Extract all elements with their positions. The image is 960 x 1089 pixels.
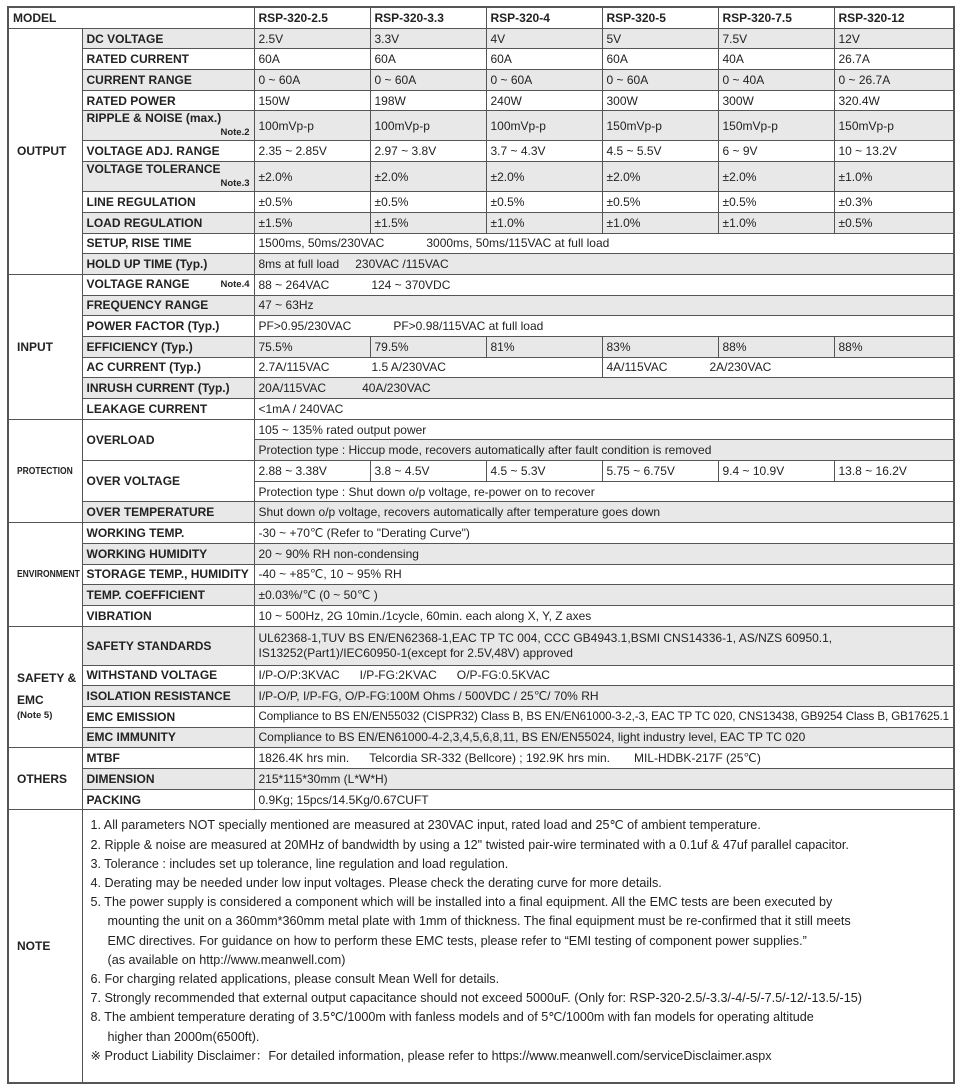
row-label: HOLD UP TIME (Typ.)	[82, 254, 254, 275]
spec-row-line-regulation	[8, 192, 954, 213]
cell-value: 83%	[602, 336, 718, 357]
cell-value: 2.97 ~ 3.8V	[370, 141, 486, 162]
cell-value: 47 ~ 63Hz	[254, 295, 954, 316]
cell-value	[254, 274, 954, 295]
row-label: AC CURRENT (Typ.)	[82, 357, 254, 378]
group-label-environment	[8, 523, 82, 626]
cell-value: 12V	[834, 28, 954, 49]
spec-row-dimension	[8, 769, 954, 790]
notes-list	[82, 810, 954, 1084]
note-item: 7. Strongly recommended that external output capacitance should not exceed 5000uF. (Only for: RSP-320-2.5/-3.3/-4/-5/-7.5/-12/-13.5/-15)	[90, 991, 862, 1006]
cell-value: 4V	[486, 28, 602, 49]
cell-value: 0 ~ 60A	[254, 70, 370, 91]
cell-value: 5.75 ~ 6.75V	[602, 461, 718, 482]
group-label-text: SAFETY &	[17, 670, 77, 685]
spec-row-working-temp	[8, 523, 954, 544]
row-label: OVER VOLTAGE	[82, 461, 254, 502]
spec-row-setup-rise-time	[8, 233, 954, 254]
row-label: CURRENT RANGE	[82, 70, 254, 91]
cell-value: ±2.0%	[254, 162, 370, 192]
spec-row-withstand-voltage	[8, 665, 954, 686]
cell-value: 9.4 ~ 10.9V	[718, 461, 834, 482]
group-label-text: PROTECTION	[17, 465, 73, 477]
row-label: SETUP, RISE TIME	[82, 233, 254, 254]
spec-row-working-humidity	[8, 543, 954, 564]
row-label: DIMENSION	[82, 769, 254, 790]
group-label-text: EMC	[17, 692, 44, 707]
row-label: EMC EMISSION	[82, 706, 254, 727]
cell-value: 10 ~ 13.2V	[834, 141, 954, 162]
row-label: LEAKAGE CURRENT	[82, 399, 254, 420]
spec-row-leakage-current	[8, 399, 954, 420]
cell-value: 150mVp-p	[834, 111, 954, 141]
cell-value: ±0.5%	[370, 192, 486, 213]
group-label-others: OTHERS	[8, 748, 82, 810]
cell-value: ±2.0%	[486, 162, 602, 192]
note-item-continuation: mounting the unit on a 360mm*360mm metal plate with 1mm of thickness. The final equipment must be re-confirmed that it still meets	[107, 914, 851, 929]
note-reference: Note.4	[220, 279, 250, 291]
spec-row-over-voltage	[8, 461, 954, 482]
cell-value: ±0.5%	[254, 192, 370, 213]
cell-value: Compliance to BS EN/EN61000-4-2,3,4,5,6,8,11, BS EN/EN55024, light industry level, EAC TP TC 020	[254, 727, 954, 748]
spec-row-isolation-resistance	[8, 686, 954, 707]
cell-value: 0 ~ 40A	[718, 70, 834, 91]
cell-value: ±0.03%/℃ (0 ~ 50℃ )	[254, 585, 954, 606]
spec-row-current-range	[8, 70, 954, 91]
row-label: RATED CURRENT	[82, 49, 254, 70]
cell-value: ±1.0%	[602, 212, 718, 233]
cell-value	[254, 357, 602, 378]
row-label: LINE REGULATION	[82, 192, 254, 213]
row-label: EMC IMMUNITY	[82, 727, 254, 748]
cell-value: 0 ~ 60A	[602, 70, 718, 91]
cell-value	[254, 665, 954, 686]
value-part: 2.7A/115VAC	[258, 360, 330, 375]
group-label-input: INPUT	[8, 274, 82, 419]
cell-value: 215*115*30mm (L*W*H)	[254, 769, 954, 790]
model-header-row	[8, 7, 954, 28]
row-label: WORKING TEMP.	[82, 523, 254, 544]
spec-sheet	[7, 6, 953, 1084]
value-line: IS13252(Part1)/IEC60950-1(except for 2.5V,48V) approved	[258, 645, 573, 660]
row-label: EFFICIENCY (Typ.)	[82, 336, 254, 357]
cell-value: 150mVp-p	[718, 111, 834, 141]
cell-value: 4.5 ~ 5.5V	[602, 141, 718, 162]
cell-value: 4.5 ~ 5.3V	[486, 461, 602, 482]
row-label: TEMP. COEFFICIENT	[82, 585, 254, 606]
spec-row-temp-coefficient	[8, 585, 954, 606]
group-label-note: NOTE	[8, 810, 82, 1084]
cell-value: 10 ~ 500Hz, 2G 10min./1cycle, 60min. each along X, Y, Z axes	[254, 605, 954, 626]
spec-row-voltage-range	[8, 274, 954, 295]
spec-row-mtbf	[8, 748, 954, 769]
row-label: DC VOLTAGE	[82, 28, 254, 49]
note-item: 6. For charging related applications, please consult Mean Well for details.	[90, 972, 500, 986]
row-label	[82, 274, 254, 295]
spec-row-storage-temp	[8, 564, 954, 585]
value-part: MIL-HDBK-217F (25℃)	[634, 751, 761, 766]
spec-row-packing	[8, 789, 954, 810]
cell-value: 60A	[602, 49, 718, 70]
spec-row-emc-immunity	[8, 727, 954, 748]
cell-value: 75.5%	[254, 336, 370, 357]
cell-value: ±2.0%	[370, 162, 486, 192]
cell-value: 88%	[834, 336, 954, 357]
spec-row-efficiency	[8, 336, 954, 357]
cell-value: Compliance to BS EN/EN55032 (CISPR32) Class B, BS EN/EN61000-3-2,-3, EAC TP TC 020, CNS13438, GB9254 Class B, GB17625.1	[254, 706, 954, 727]
row-label: OVER TEMPERATURE	[82, 502, 254, 523]
value-part: PF>0.95/230VAC	[258, 319, 352, 334]
cell-value	[254, 316, 954, 337]
note-item: 8. The ambient temperature derating of 3.5℃/1000m with fanless models and of 5℃/1000m with fan models for operating altitude	[90, 1010, 814, 1025]
cell-value: 320.4W	[834, 90, 954, 111]
cell-value	[254, 626, 954, 665]
value-part: I/P-FG:2KVAC	[359, 668, 437, 683]
cell-value: 26.7A	[834, 49, 954, 70]
cell-value: I/P-O/P, I/P-FG, O/P-FG:100M Ohms / 500VDC / 25℃/ 70% RH	[254, 686, 954, 707]
value-part: 2A/230VAC	[709, 360, 772, 375]
row-label: RATED POWER	[82, 90, 254, 111]
cell-value: 88%	[718, 336, 834, 357]
row-label	[82, 162, 254, 192]
cell-value: 60A	[486, 49, 602, 70]
cell-value: Protection type : Shut down o/p voltage, re-power on to recover	[254, 481, 954, 502]
model-name: RSP-320-7.5	[718, 7, 834, 28]
cell-value: 0.9Kg; 15pcs/14.5Kg/0.67CUFT	[254, 789, 954, 810]
cell-value: 7.5V	[718, 28, 834, 49]
cell-value: ±0.5%	[602, 192, 718, 213]
cell-value: <1mA / 240VAC	[254, 399, 954, 420]
cell-value: Shut down o/p voltage, recovers automatically after temperature goes down	[254, 502, 954, 523]
value-part: 4A/115VAC	[606, 360, 668, 375]
group-label-output: OUTPUT	[8, 28, 82, 274]
value-part: 230VAC /115VAC	[355, 257, 449, 272]
spec-row-emc-emission	[8, 706, 954, 727]
model-name: RSP-320-12	[834, 7, 954, 28]
value-part: 1.5 A/230VAC	[371, 360, 446, 375]
model-name: RSP-320-4	[486, 7, 602, 28]
cell-value: 198W	[370, 90, 486, 111]
cell-value: ±1.0%	[834, 162, 954, 192]
cell-value: 6 ~ 9V	[718, 141, 834, 162]
cell-value: -30 ~ +70℃ (Refer to "Derating Curve")	[254, 523, 954, 544]
note-item: 4. Derating may be needed under low input voltages. Please check the derating curve for more details.	[90, 875, 662, 890]
row-label-text: RIPPLE & NOISE (max.)	[86, 111, 222, 126]
cell-value: ±2.0%	[602, 162, 718, 192]
cell-value: 81%	[486, 336, 602, 357]
cell-value: 2.5V	[254, 28, 370, 49]
spec-row-voltage-adj-range	[8, 141, 954, 162]
cell-value: ±1.5%	[370, 212, 486, 233]
row-label: LOAD REGULATION	[82, 212, 254, 233]
value-part: PF>0.98/115VAC at full load	[393, 319, 544, 334]
cell-value: 2.35 ~ 2.85V	[254, 141, 370, 162]
model-name: RSP-320-5	[602, 7, 718, 28]
cell-value: ±1.0%	[718, 212, 834, 233]
spec-row-inrush-current	[8, 378, 954, 399]
row-label: VIBRATION	[82, 605, 254, 626]
cell-value: ±1.0%	[486, 212, 602, 233]
cell-value	[254, 378, 954, 399]
cell-value: 0 ~ 60A	[370, 70, 486, 91]
row-label: VOLTAGE ADJ. RANGE	[82, 141, 254, 162]
cell-value: ±2.0%	[718, 162, 834, 192]
cell-value: 0 ~ 60A	[486, 70, 602, 91]
spec-row-load-regulation	[8, 212, 954, 233]
cell-value: ±0.5%	[834, 212, 954, 233]
row-label: INRUSH CURRENT (Typ.)	[82, 378, 254, 399]
note-item-continuation: (as available on http://www.meanwell.com)	[107, 952, 346, 967]
note-reference: Note.3	[220, 178, 250, 190]
note-item-continuation: higher than 2000m(6500ft).	[107, 1029, 260, 1044]
group-label-protection	[8, 419, 82, 522]
spec-row-voltage-tolerance	[8, 162, 954, 192]
value-part: O/P-FG:0.5KVAC	[456, 668, 550, 683]
spec-row-frequency-range	[8, 295, 954, 316]
cell-value: 40A	[718, 49, 834, 70]
note-item: 2. Ripple & noise are measured at 20MHz of bandwidth by using a 12" twisted pair-wire terminated with a 0.1uf & 47uf parallel capacitor.	[90, 837, 849, 852]
spec-row-vibration	[8, 605, 954, 626]
row-label: WITHSTAND VOLTAGE	[82, 665, 254, 686]
note-item: 1. All parameters NOT specially mentioned are measured at 230VAC input, rated load and 25℃ of ambient temperature.	[90, 818, 761, 833]
cell-value: 60A	[254, 49, 370, 70]
cell-value: 60A	[370, 49, 486, 70]
cell-value: 3.3V	[370, 28, 486, 49]
row-label	[82, 111, 254, 141]
model-name: RSP-320-2.5	[254, 7, 370, 28]
cell-value: 20 ~ 90% RH non-condensing	[254, 543, 954, 564]
value-part: I/P-O/P:3KVAC	[258, 668, 340, 683]
cell-value: 2.88 ~ 3.38V	[254, 461, 370, 482]
cell-value: 150mVp-p	[602, 111, 718, 141]
row-label: FREQUENCY RANGE	[82, 295, 254, 316]
spec-row-safety-standards	[8, 626, 954, 665]
value-part: 40A/230VAC	[362, 381, 431, 396]
spec-row-dc-voltage	[8, 28, 954, 49]
model-name: RSP-320-3.3	[370, 7, 486, 28]
notes-row	[8, 810, 954, 1084]
row-label: MTBF	[82, 748, 254, 769]
spec-row-overload	[8, 419, 954, 440]
spec-row-ripple-noise	[8, 111, 954, 141]
spec-row-over-temperature	[8, 502, 954, 523]
cell-value: ±1.5%	[254, 212, 370, 233]
cell-value: 5V	[602, 28, 718, 49]
value-part: 88 ~ 264VAC	[258, 277, 330, 292]
row-label: SAFETY STANDARDS	[82, 626, 254, 665]
value-part: 20A/115VAC	[258, 381, 327, 396]
cell-value: 300W	[718, 90, 834, 111]
cell-value: 105 ~ 135% rated output power	[254, 419, 954, 440]
group-label-safety-emc	[8, 626, 82, 748]
row-label-text: VOLTAGE TOLERANCE	[86, 162, 221, 177]
value-part: 124 ~ 370VDC	[371, 277, 451, 292]
cell-value: 240W	[486, 90, 602, 111]
cell-value: 150W	[254, 90, 370, 111]
cell-value: 300W	[602, 90, 718, 111]
model-label: MODEL	[8, 7, 254, 28]
row-label: STORAGE TEMP., HUMIDITY	[82, 564, 254, 585]
value-part: 8ms at full load	[258, 257, 340, 272]
row-label: WORKING HUMIDITY	[82, 543, 254, 564]
cell-value: 100mVp-p	[370, 111, 486, 141]
spec-row-rated-current	[8, 49, 954, 70]
note-item: 3. Tolerance : includes set up tolerance, line regulation and load regulation.	[90, 856, 509, 871]
cell-value	[602, 357, 954, 378]
spec-row-hold-up-time	[8, 254, 954, 275]
row-label: OVERLOAD	[82, 419, 254, 460]
cell-value	[254, 748, 954, 769]
cell-value: Protection type : Hiccup mode, recovers automatically after fault condition is removed	[254, 440, 954, 461]
cell-value	[254, 254, 954, 275]
spec-table	[7, 6, 955, 1084]
cell-value: -40 ~ +85℃, 10 ~ 95% RH	[254, 564, 954, 585]
spec-row-power-factor	[8, 316, 954, 337]
cell-value: 0 ~ 26.7A	[834, 70, 954, 91]
row-label: POWER FACTOR (Typ.)	[82, 316, 254, 337]
disclaimer-note: ※ Product Liability Disclaimer：For detailed information, please refer to https://www.meanwell.com/serviceDisclaimer.aspx	[90, 1048, 772, 1063]
cell-value: 100mVp-p	[254, 111, 370, 141]
note-item: 5. The power supply is considered a component which will be installed into a final equipment. All the EMC tests are been executed by	[90, 895, 833, 910]
row-label: PACKING	[82, 789, 254, 810]
spec-row-ac-current	[8, 357, 954, 378]
row-label: ISOLATION RESISTANCE	[82, 686, 254, 707]
row-label-text: VOLTAGE RANGE	[86, 277, 190, 292]
spec-row-rated-power	[8, 90, 954, 111]
cell-value: ±0.5%	[718, 192, 834, 213]
cell-value	[254, 233, 954, 254]
note-item-continuation: EMC directives. For guidance on how to perform these EMC tests, please refer to “EMI testing of component power supplies.”	[107, 933, 807, 948]
cell-value: 3.7 ~ 4.3V	[486, 141, 602, 162]
value-part: 1500ms, 50ms/230VAC	[258, 236, 385, 251]
cell-value: ±0.3%	[834, 192, 954, 213]
group-label-text: ENVIRONMENT	[17, 569, 80, 581]
cell-value: 3.8 ~ 4.5V	[370, 461, 486, 482]
value-part: Telcordia SR-332 (Bellcore) ; 192.9K hrs min.	[369, 751, 610, 766]
cell-value: 100mVp-p	[486, 111, 602, 141]
value-line: UL62368-1,TUV BS EN/EN62368-1,EAC TP TC 004, CCC GB4943.1,BSMI CNS14336-1, AS/NZS 60950.1,	[258, 630, 833, 645]
cell-value: 13.8 ~ 16.2V	[834, 461, 954, 482]
value-part: 1826.4K hrs min.	[258, 751, 350, 766]
note-reference: (Note 5)	[17, 709, 53, 721]
cell-value: ±0.5%	[486, 192, 602, 213]
note-reference: Note.2	[220, 127, 250, 139]
cell-value: 79.5%	[370, 336, 486, 357]
value-part: 3000ms, 50ms/115VAC at full load	[426, 236, 610, 251]
